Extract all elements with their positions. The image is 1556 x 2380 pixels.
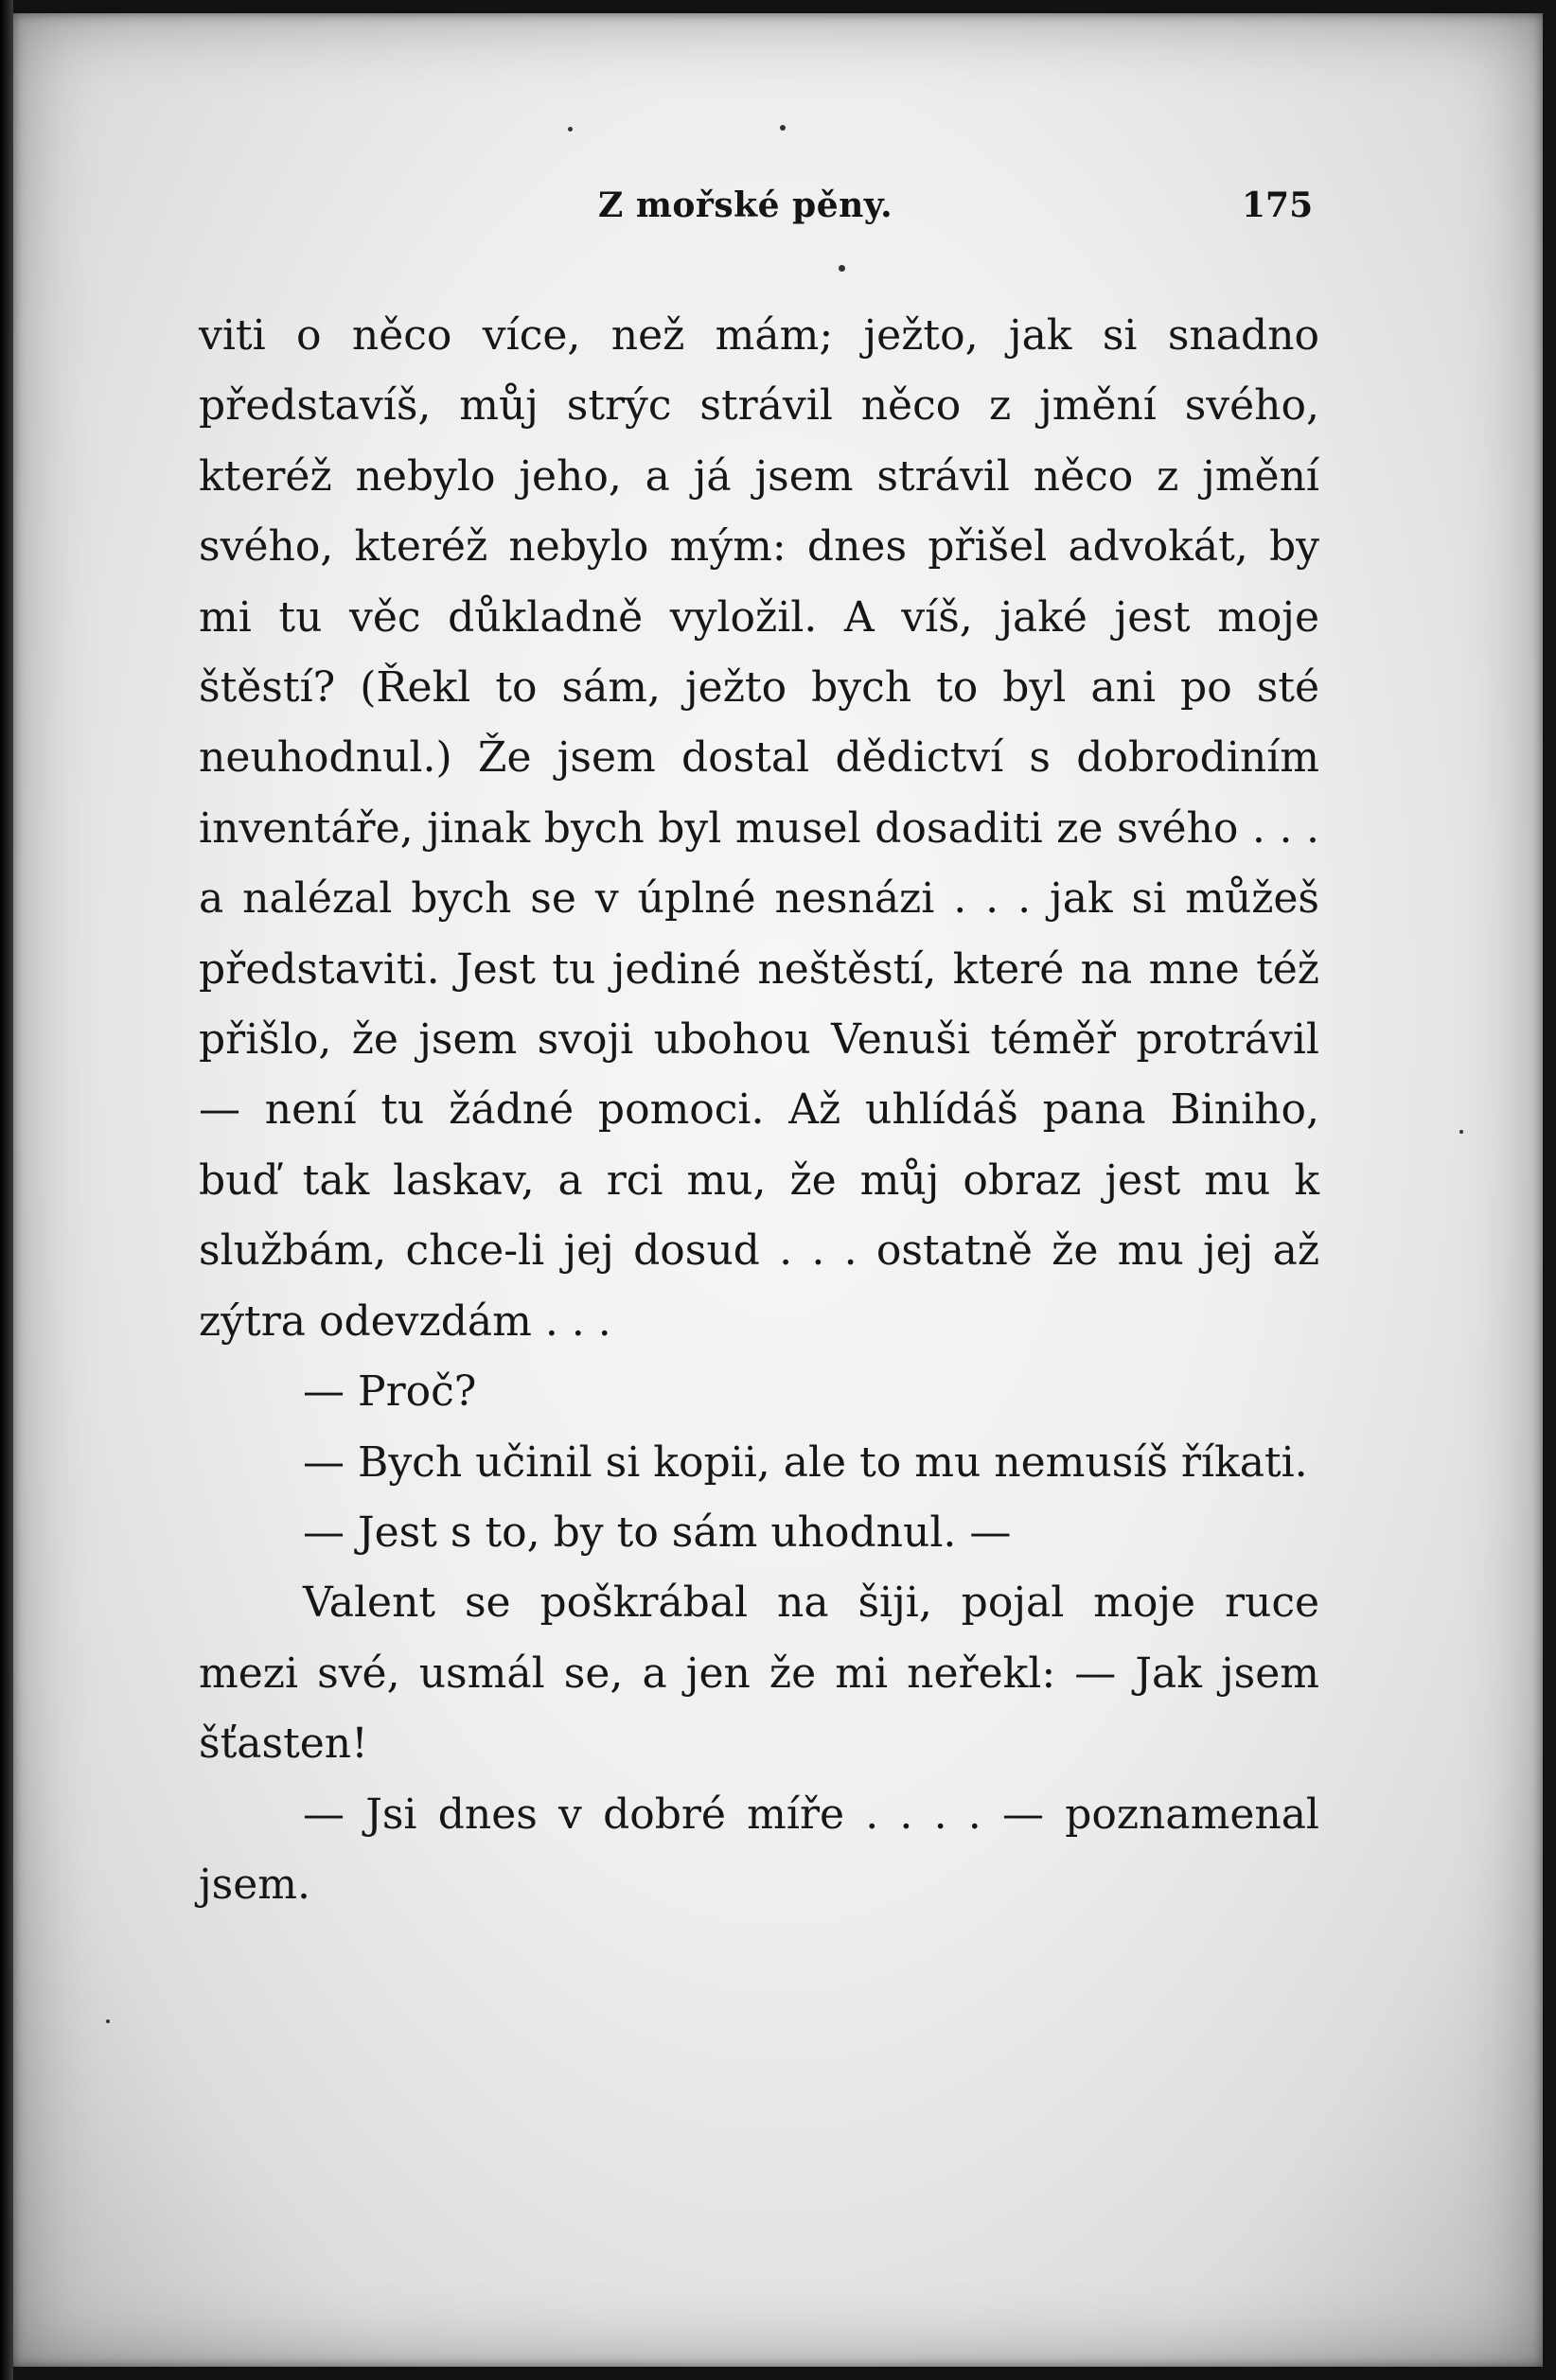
ink-speck — [568, 127, 573, 132]
body-text — [199, 301, 1319, 1920]
page-edge-shadow — [0, 0, 13, 2380]
ink-speck — [1459, 1130, 1463, 1134]
paragraph: — Proč? — [303, 1367, 477, 1417]
page-number: 175 — [1242, 185, 1314, 225]
ink-speck — [839, 265, 845, 272]
paragraph: Valent se poškrábal na šiji, pojal moje ruce mezi své, usmál se, a jen že mi neřekl: — Jak jsem šťasten! — [199, 1578, 1319, 1769]
ink-speck — [780, 125, 786, 131]
paragraph: — Bych učinil si kopii, ale to mu nemusíš říkati. — [303, 1437, 1308, 1487]
paragraph: viti o něco více, než mám; ježto, jak si snadno představíš, můj strýc strávil něco z jmění svého, kteréž nebylo jeho, a já jsem strávil něco z jmění svého, kteréž nebylo mým: dnes přišel advokát, by mi tu věc důkladně vyložil. A víš, jaké jest moje štěstí? (Řekl to sám, ježto bych to byl ani po sté neuhodnul.) Že jsem dostal dědictví s dobrodiním inventáře, jinak bych byl musel dosaditi ze svého . . . a nalézal bych se v úplné nesnázi . . . jak si můžeš představiti. Jest tu jediné neštěstí, které na mne též přišlo, že jsem svoji ubohou Venuši téměř protrávil — není tu žádné pomoci. Až uhlídáš pana Biniho, buď tak laskav, a rci mu, že můj obraz jest mu k službám, chce-li jej dosud . . . ostatně že mu jej až zýtra odevzdám . . . — [199, 311, 1319, 1346]
running-title: Z mořské pěny. — [598, 185, 893, 225]
paragraph: — Jest s to, by to sám uhodnul. — — [303, 1507, 1012, 1557]
paragraph: — Jsi dnes v dobré míře . . . . — poznamenal jsem. — [199, 1789, 1319, 1909]
running-header — [0, 185, 1556, 242]
ink-speck — [106, 2019, 110, 2023]
